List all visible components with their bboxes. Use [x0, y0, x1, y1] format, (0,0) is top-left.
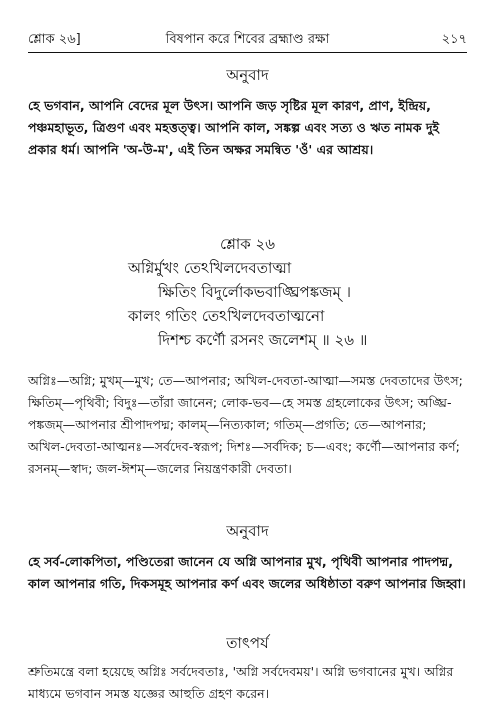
translation-heading-1: অনুবাদ [226, 66, 269, 84]
header-verse-ref: শ্লোক ২৬] [28, 32, 81, 47]
purport-heading: তাৎপর্য [226, 634, 269, 652]
translation-text-2: হে সর্ব-লোকপিতা, পণ্ডিতেরা জানেন যে অগ্নি আপনার মুখ, পৃথিবী আপনার পাদপদ্ম, কাল আপনার গতি, দিকসমূহ আপনার কর্ণ এবং জলের অধিষ্ঠাতা বরুণ আপনার জিহ্বা। [28, 554, 466, 591]
translation-heading-2: অনুবাদ [226, 522, 269, 540]
header-rule [28, 52, 467, 53]
synonyms-text: অগ্নিঃ—অগ্নি; মুখম্—মুখ; তে—আপনার; অখিল-দেবতা-আত্মা—সমস্ত দেবতাদের উৎস; ক্ষিতিম্—পৃথিবী; বিদুঃ—তাঁরা জানেন; লোক-ভব—হে সমস্ত গ্রহলোকের উৎস; অঙ্ঘ্রি-পঙ্কজম্—আপনার শ্রীপাদপদ্ম; কালম্—নিত্যকাল; গতিম্—প্রগতি; তে—আপনার; অখিল-দেবতা-আত্মনঃ—সর্বদেব-স্বরূপ; দিশঃ—সর্বদিক; চ—এবং; কর্ণৌ—আপনার কর্ণ; রসনম্—স্বাদ; জল-ঈশম্—জলের নিয়ন্ত্রণকারী দেবতা। [28, 373, 463, 476]
running-header [28, 30, 467, 50]
verse-line-3: কালং গতিং তেঽখিলদেবতাত্মনো [128, 307, 325, 325]
purport-section [28, 632, 467, 705]
verse-label: শ্লোক ২৬ [220, 235, 275, 253]
translation-text-1: হে ভগবান, আপনি বেদের মূল উৎস। আপনি জড় সৃষ্টির মূল কারণ, প্রাণ, ইন্দ্রিয়, পঞ্চমহাভূত, ত্রিগুণ এবং মহত্তত্ত্ব। আপনি কাল, সঙ্কল্প এবং সত্য ও ঋত নামক দুই প্রকার ধর্ম। আপনি 'অ-উ-ম', এই তিন অক্ষর সমন্বিত 'ওঁ' এর আশ্রয়। [28, 98, 440, 157]
purport-text: শ্রুতিমন্ত্রে বলা হয়েছে অগ্নিঃ সর্বদেবতাঃ, 'অগ্নি সর্বদেবময়'। অগ্নি ভগবানের মুখ। অগ্নির মাধ্যমে ভগবান সমস্ত যজ্ঞের আহুতি গ্রহণ করেন। [28, 664, 454, 701]
verse-line-1: অগ্নির্মুখং তেঽখিলদেবতাত্মা [128, 259, 292, 277]
translation-section-1 [28, 64, 467, 161]
verse-line-4: দিশশ্চ কর্ণৌ রসনং জলেশম্ ॥ ২৬ ॥ [158, 331, 368, 349]
header-chapter-title: বিষপান করে শিবের ব্রহ্মাণ্ড রক্ষা [165, 32, 330, 47]
translation-section-2 [28, 520, 467, 595]
verse-block [28, 232, 467, 352]
page-number: ২১৭ [441, 32, 467, 47]
verse-line-2: ক্ষিতিং বিদুর্লোকভবাঙ্ঘ্রিপঙ্কজম্ । [158, 283, 351, 301]
